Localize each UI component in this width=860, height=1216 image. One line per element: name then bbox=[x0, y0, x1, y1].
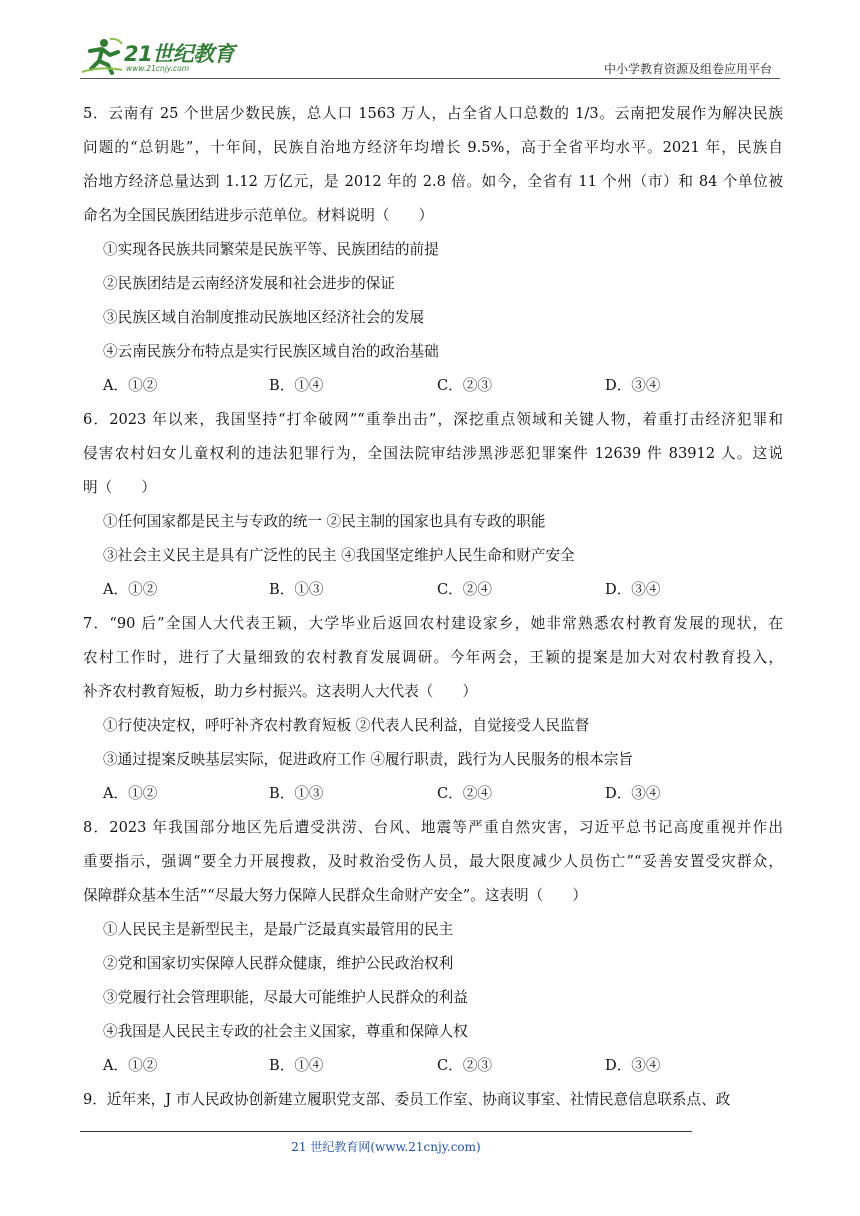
footer-divider bbox=[80, 1131, 692, 1132]
question-stem-line: 8．2023 年我国部分地区先后遭受洪涝、台风、地震等严重自然灾害，习近平总书记高度重视并作出 bbox=[83, 819, 783, 836]
footer-link[interactable]: 21 世纪教育网(www.21cnjy.com) bbox=[291, 1140, 481, 1154]
answer-choice-a[interactable]: A．①② bbox=[103, 1057, 158, 1074]
question-stem-line: 命名为全国民族团结进步示范单位。材料说明（ ） bbox=[83, 207, 434, 224]
platform-tagline: 中小学教育资源及组卷应用平台 bbox=[603, 62, 772, 76]
statement-option: ①人民民主是新型民主，是最广泛最真实最管用的民主 bbox=[103, 921, 454, 938]
question-stem-line: 补齐农村教育短板，助力乡村振兴。这表明人大代表（ ） bbox=[83, 683, 478, 700]
page-header bbox=[80, 30, 780, 82]
question-block bbox=[83, 607, 783, 811]
answer-choice-b[interactable]: B．①④ bbox=[269, 1057, 324, 1074]
answer-choice-b[interactable]: B．①④ bbox=[269, 377, 324, 394]
answer-choices bbox=[83, 573, 783, 607]
logo-text: 21世纪教育 bbox=[124, 42, 235, 66]
answer-choices bbox=[83, 777, 783, 811]
question-block bbox=[83, 403, 783, 607]
answer-choice-b[interactable]: B．①③ bbox=[269, 785, 324, 802]
question-stem-line: 保障群众基本生活”“尽最大努力保障人民群众生命财产安全”。这表明（ ） bbox=[83, 887, 587, 904]
answer-choice-c[interactable]: C．②③ bbox=[437, 377, 492, 394]
answer-choice-a[interactable]: A．①② bbox=[103, 581, 158, 598]
statement-option: ②民族团结是云南经济发展和社会进步的保证 bbox=[103, 275, 395, 292]
statement-option: ①实现各民族共同繁荣是民族平等、民族团结的前提 bbox=[103, 241, 439, 258]
statement-option: ②党和国家切实保障人民群众健康，维护公民政治权利 bbox=[103, 955, 454, 972]
question-stem-line: 问题的“总钥匙”，十年间，民族自治地方经济年均增长 9.5%，高于全省平均水平。2021 年，民族自 bbox=[83, 139, 783, 156]
statement-option: ③社会主义民主是具有广泛性的民主 ④我国坚定维护人民生命和财产安全 bbox=[103, 547, 575, 564]
statement-option: ④我国是人民民主专政的社会主义国家，尊重和保障人权 bbox=[103, 1023, 468, 1040]
answer-choice-c[interactable]: C．②④ bbox=[437, 785, 492, 802]
question-list bbox=[83, 97, 783, 1117]
answer-choice-d[interactable]: D．③④ bbox=[605, 581, 661, 598]
logo-url: www.21cnjy.com bbox=[126, 64, 190, 73]
site-logo[interactable] bbox=[80, 36, 240, 76]
statement-option: ③党履行社会管理职能，尽最大可能维护人民群众的利益 bbox=[103, 989, 468, 1006]
statement-option: ①行使决定权，呼吁补齐农村教育短板 ②代表人民利益，自觉接受人民监督 bbox=[103, 717, 590, 734]
answer-choice-a[interactable]: A．①② bbox=[103, 377, 158, 394]
runner-logo-icon bbox=[80, 36, 124, 76]
answer-choices bbox=[83, 1049, 783, 1083]
question-stem-line: 侵害农村妇女儿童权利的违法犯罪行为，全国法院审结涉黑涉恶犯罪案件 12639 件 83912 人。这说 bbox=[83, 445, 783, 462]
question-stem-line: 重要指示，强调“要全力开展搜救，及时救治受伤人员，最大限度减少人员伤亡”“妥善安置受灾群众， bbox=[83, 853, 783, 870]
question-stem-line: 明（ ） bbox=[83, 479, 156, 496]
answer-choice-d[interactable]: D．③④ bbox=[605, 1057, 661, 1074]
question-stem-line: 5．云南有 25 个世居少数民族，总人口 1563 万人，占全省人口总数的 1/3。云南把发展作为解决民族 bbox=[83, 105, 783, 122]
question-stem-line: 6．2023 年以来，我国坚持“打伞破网”“重拳出击”，深挖重点领域和关键人物，着重打击经济犯罪和 bbox=[83, 411, 783, 428]
question-stem-line: 农村工作时，进行了大量细致的农村教育发展调研。今年两会，王颖的提案是加大对农村教育投入， bbox=[83, 649, 783, 666]
answer-choice-c[interactable]: C．②④ bbox=[437, 581, 492, 598]
answer-choice-a[interactable]: A．①② bbox=[103, 785, 158, 802]
statement-option: ③通过提案反映基层实际，促进政府工作 ④履行职责，践行为人民服务的根本宗旨 bbox=[103, 751, 634, 768]
statement-option: ③民族区域自治制度推动民族地区经济社会的发展 bbox=[103, 309, 425, 326]
question-stem-line: 9．近年来，J 市人民政协创新建立履职党支部、委员工作室、协商议事室、社情民意信息联系点、政 bbox=[83, 1091, 731, 1108]
question-block bbox=[83, 97, 783, 403]
statement-option: ①任何国家都是民主与专政的统一 ②民主制的国家也具有专政的职能 bbox=[103, 513, 546, 530]
answer-choice-b[interactable]: B．①③ bbox=[269, 581, 324, 598]
statement-option: ④云南民族分布特点是实行民族区域自治的政治基础 bbox=[103, 343, 439, 360]
answer-choice-d[interactable]: D．③④ bbox=[605, 377, 661, 394]
question-block bbox=[83, 811, 783, 1083]
answer-choice-d[interactable]: D．③④ bbox=[605, 785, 661, 802]
answer-choice-c[interactable]: C．②③ bbox=[437, 1057, 492, 1074]
header-divider bbox=[80, 78, 780, 79]
question-stem-line: 治地方经济总量达到 1.12 万亿元，是 2012 年的 2.8 倍。如今，全省有 11 个州（市）和 84 个单位被 bbox=[83, 173, 783, 190]
question-block bbox=[83, 1083, 783, 1117]
answer-choices bbox=[83, 369, 783, 403]
question-stem-line: 7．“90 后”全国人大代表王颖，大学毕业后返回农村建设家乡，她非常熟悉农村教育发展的现状，在 bbox=[83, 615, 783, 632]
